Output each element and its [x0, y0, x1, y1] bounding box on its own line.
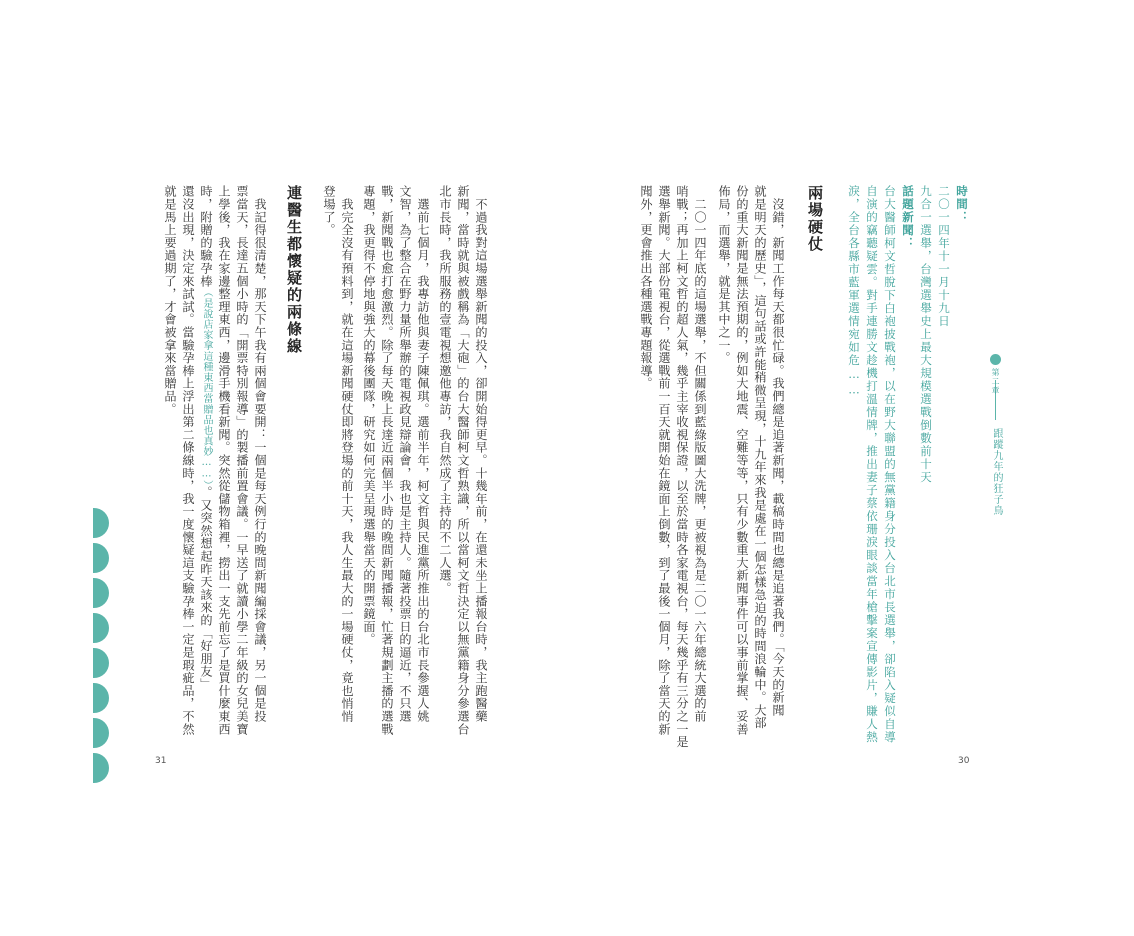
- section1-line: 哨戰；再加上柯文哲的超人氣，幾乎主宰收視保證，以至於當時各家電視台，每天幾乎有三分之一是: [675, 185, 689, 749]
- section1-line: 就是明天的歷史」，這句話或許能稍微呈現，十九年來我是處在一個怎樣急迫的時間浪輪中。大部: [753, 185, 767, 730]
- thumb-tab: [93, 508, 109, 538]
- section1-line: 佈局，而選舉，就是其中之一。: [717, 185, 731, 365]
- running-head-title: 跟蹤九年的狂子鳥: [991, 428, 1002, 516]
- section1-line: 聞外，更會推出各種選戰專題報導。: [639, 185, 653, 390]
- section3-line-start: 時，附贈的驗孕棒: [199, 185, 213, 288]
- section2-line: 登場了。: [322, 185, 336, 237]
- section2-line: 不過我對這場選舉新聞的投入，卻開始得更早。十幾年前，在還未坐上播報台時，我主跑醫藥: [474, 185, 488, 723]
- chapter-dot: [990, 354, 1001, 365]
- section2-line: 專題，我更得不停地與強大的幕後團隊，研究如何完美呈現選舉當天的開票鏡面。: [362, 185, 376, 646]
- section-heading-1: 兩場硬仗: [806, 185, 824, 253]
- page-number-right: 30: [958, 756, 970, 766]
- thumb-tab: [93, 578, 109, 608]
- time-label: 時間：: [955, 185, 969, 224]
- thumb-tab: [93, 543, 109, 573]
- section3-line: 就是馬上要過期了，才會被拿來當贈品。: [163, 185, 177, 416]
- section1-line: 沒錯，新聞工作每天都很忙碌。我們總是追著新聞，載稿時間也總是追著我們。「今天的新聞: [771, 185, 785, 717]
- section3-line: 還沒出現，決定來試試。當驗孕棒上浮出第二條線時，我一度懷疑這支驗孕棒一定是瑕疵品，不然: [181, 185, 195, 736]
- section2-line: 戰，新聞戰也愈打愈激烈。除了每天晚上長達近兩個半小時的晚間新聞播報，忙著規劃主播的選戰: [380, 185, 394, 736]
- topic-line-3: 淚，全台各縣市藍軍選情宛如危……: [847, 185, 861, 398]
- time-value: 二〇一四年十一月十九日: [937, 185, 951, 328]
- section2-line: 我完全沒有預料到，就在這場新聞硬仗即將登場的前十天，我人生最大的一場硬仗，竟也悄悄: [340, 185, 354, 723]
- section1-line: 份的重大新聞是無法預期的，例如大地震、空難等等，只有少數重大新聞事件可以事前掌握、妥善: [735, 185, 749, 736]
- section-heading-2: 連醫生都懷疑的兩條線: [285, 185, 303, 355]
- thumb-tab: [93, 648, 109, 678]
- topic-label: 話題新聞：: [901, 185, 915, 250]
- topic-line-2: 自演的竊聽疑雲。對手連勝文趁機打溫情牌，推出妻子蔡依珊淚眼談當年槍擊案宣傳影片，賺人熱: [865, 185, 879, 744]
- section3-line-tail: 。又突然想起昨天該來的「好朋友」: [199, 485, 213, 691]
- section2-line: 北市長時，我所服務的壹電視想邀他專訪，我自然成了主持的不二人選。: [438, 185, 452, 595]
- thumb-tab: [93, 683, 109, 713]
- thumb-tab: [93, 753, 109, 783]
- section1-line: 選舉新聞。大部份電視台，從選戰前一百天就開始在鏡面上倒數，到了最後一個月，除了當天的新: [657, 185, 671, 736]
- page-number-left: 31: [155, 756, 167, 766]
- section3-line: 上學後，我在家邊整理東西，邊滑手機看新聞。突然從儲物箱裡，撈出一支先前忘了是買什麼東西: [217, 185, 231, 736]
- section3-line: 我記得很清楚，那天下午我有兩個會要開：一個是每天例行的晚間新聞編採會議，另一個是投: [253, 185, 267, 723]
- section2-line: 新聞，當時就與被戲稱為「大砲」的台大醫師柯文哲熟識，所以當柯文哲決定以無黨籍身分參選台: [456, 185, 470, 736]
- section2-line: 選前七個月，我專訪他與妻子陳佩琪。選前半年，柯文哲與民進黨所推出的台北市長參選人姚: [416, 185, 430, 723]
- thumb-tab: [93, 613, 109, 643]
- event-line: 九合一選舉，台灣選舉史上最大規模選戰倒數前十天: [919, 185, 933, 484]
- section2-line: 文智，為了整合在野力量所舉辦的電視政見辯論會，我也是主持人。隨著投票日的逼近，不只選: [398, 185, 412, 723]
- thumb-tab: [93, 718, 109, 748]
- topic-line-1: 台大醫師柯文哲脫下白袍披戰袍，以在野大聯盟的無黨籍身分投入台北市長選舉，卻陷入疑似自導: [883, 185, 897, 744]
- running-head-chapter: 第二章: [991, 368, 1000, 395]
- section3-line-with-note: [198, 185, 215, 691]
- section3-line: 票當天，長達五個小時的「開票特別報導」的製播前置會議。一早送了就讀小學二年級的女兒美寶: [235, 185, 249, 736]
- annotation-note: （是說店家拿這種東西當贈品也真妙……）: [201, 287, 212, 486]
- section1-line: 二〇一四年底的這場選舉，不但關係到藍綠版圖大洗牌，更被視為是二〇一六年總統大選的前: [693, 185, 707, 723]
